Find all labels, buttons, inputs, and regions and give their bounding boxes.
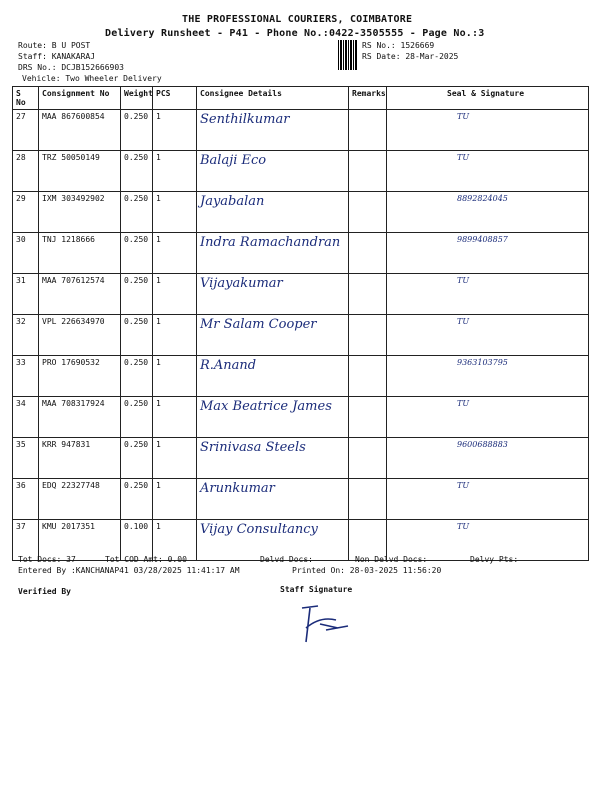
consignment-cell: TRZ 50050149 (39, 151, 121, 192)
table-row (13, 315, 589, 356)
vehicle-label: Vehicle: Two Wheeler Delivery (22, 74, 162, 83)
sno-cell: 36 (13, 479, 39, 520)
consignment-cell: MAA 707612574 (39, 274, 121, 315)
signature-cell: TU (387, 479, 589, 520)
consignee-cell: Mr Salam Cooper (197, 315, 349, 356)
weight-cell: 0.250 (121, 110, 153, 151)
consignee-cell: Arunkumar (197, 479, 349, 520)
table-row (13, 479, 589, 520)
consignment-cell: PRO 17690532 (39, 356, 121, 397)
company-title: THE PROFESSIONAL COURIERS, COIMBATORE (182, 14, 413, 25)
sno-cell: 35 (13, 438, 39, 479)
consignment-cell: KRR 947831 (39, 438, 121, 479)
verified-by-label: Verified By (18, 587, 71, 596)
weight-cell: 0.250 (121, 192, 153, 233)
col-consignee-header: Consignee Details (197, 87, 349, 110)
weight-cell: 0.250 (121, 479, 153, 520)
consignment-cell: IXM 303492902 (39, 192, 121, 233)
entered-by: Entered By :KANCHANAP41 03/28/2025 11:41:17 AM (18, 566, 240, 575)
signature-cell: TU (387, 151, 589, 192)
pcs-cell: 1 (153, 356, 197, 397)
table-row (13, 151, 589, 192)
weight-cell: 0.250 (121, 397, 153, 438)
non-delvd-docs: Non Delvd Docs: (355, 555, 428, 564)
table-row (13, 356, 589, 397)
table-row (13, 397, 589, 438)
signature-cell: TU (387, 315, 589, 356)
sno-cell: 29 (13, 192, 39, 233)
remarks-cell (349, 274, 387, 315)
consignee-cell: Senthilkumar (197, 110, 349, 151)
col-remarks-header: Remarks (349, 87, 387, 110)
table-row (13, 233, 589, 274)
pcs-cell: 1 (153, 438, 197, 479)
table-header-row (13, 87, 589, 110)
pcs-cell: 1 (153, 192, 197, 233)
consignment-cell: TNJ 1218666 (39, 233, 121, 274)
weight-cell: 0.250 (121, 274, 153, 315)
pcs-cell: 1 (153, 397, 197, 438)
pcs-cell: 1 (153, 233, 197, 274)
delvd-docs: Delvd Docs: (260, 555, 313, 564)
pcs-cell: 1 (153, 274, 197, 315)
signature-cell: TU (387, 397, 589, 438)
weight-cell: 0.250 (121, 151, 153, 192)
weight-cell: 0.250 (121, 315, 153, 356)
remarks-cell (349, 151, 387, 192)
remarks-cell (349, 192, 387, 233)
remarks-cell (349, 397, 387, 438)
consignment-cell: MAA 708317924 (39, 397, 121, 438)
weight-cell: 0.100 (121, 520, 153, 561)
pcs-cell: 1 (153, 315, 197, 356)
sno-cell: 32 (13, 315, 39, 356)
pcs-cell: 1 (153, 520, 197, 561)
consignee-cell: Indra Ramachandran (197, 233, 349, 274)
consignee-cell: Vijay Consultancy (197, 520, 349, 561)
signature-cell: 9899408857 (387, 233, 589, 274)
signature-cell: TU (387, 520, 589, 561)
sno-cell: 34 (13, 397, 39, 438)
signature-cell: 8892824045 (387, 192, 589, 233)
table-row (13, 192, 589, 233)
signature-cell: 9600688883 (387, 438, 589, 479)
sno-cell: 37 (13, 520, 39, 561)
remarks-cell (349, 315, 387, 356)
drs-label: DRS No.: DCJB152666903 (18, 63, 124, 72)
staff-label: Staff: KANAKARAJ (18, 52, 96, 61)
col-pcs-header: PCS (153, 87, 197, 110)
sno-cell: 33 (13, 356, 39, 397)
rs-date-label: RS Date: 28-Mar-2025 (362, 52, 459, 61)
sno-cell: 31 (13, 274, 39, 315)
remarks-cell (349, 110, 387, 151)
barcode-image (338, 40, 358, 70)
staff-signature-mark (290, 598, 360, 648)
weight-cell: 0.250 (121, 233, 153, 274)
signature-cell: TU (387, 110, 589, 151)
pcs-cell: 1 (153, 151, 197, 192)
remarks-cell (349, 479, 387, 520)
remarks-cell (349, 233, 387, 274)
tot-cod: Tot COD Amt: 0.00 (105, 555, 187, 564)
consignment-cell: KMU 2017351 (39, 520, 121, 561)
runsheet-table (12, 86, 589, 561)
signature-cell: TU (387, 274, 589, 315)
consignee-cell: Max Beatrice James (197, 397, 349, 438)
table-row (13, 274, 589, 315)
printed-on: Printed On: 28-03-2025 11:56:20 (292, 566, 442, 575)
signature-cell: 9363103795 (387, 356, 589, 397)
consignee-cell: Vijayakumar (197, 274, 349, 315)
consignee-cell: Srinivasa Steels (197, 438, 349, 479)
tot-docs: Tot Docs: 37 (18, 555, 76, 564)
col-sno-header: S No (13, 87, 39, 110)
pcs-cell: 1 (153, 479, 197, 520)
table-row (13, 438, 589, 479)
route-label: Route: B U POST (18, 41, 91, 50)
remarks-cell (349, 438, 387, 479)
consignee-cell: Balaji Eco (197, 151, 349, 192)
sno-cell: 30 (13, 233, 39, 274)
rs-no-label: RS No.: 1526669 (362, 41, 435, 50)
sno-cell: 28 (13, 151, 39, 192)
staff-signature-label: Staff Signature (280, 585, 353, 594)
delvy-pts: Delvy Pts: (470, 555, 519, 564)
remarks-cell (349, 356, 387, 397)
weight-cell: 0.250 (121, 356, 153, 397)
col-weight-header: Weight (121, 87, 153, 110)
consignment-cell: EDQ 22327748 (39, 479, 121, 520)
col-signature-header: Seal & Signature (387, 87, 589, 110)
runsheet-subtitle: Delivery Runsheet - P41 - Phone No.:0422-3505555 - Page No.:3 (105, 28, 485, 39)
consignee-cell: Jayabalan (197, 192, 349, 233)
consignment-cell: VPL 226634970 (39, 315, 121, 356)
weight-cell: 0.250 (121, 438, 153, 479)
consignment-cell: MAA 867600854 (39, 110, 121, 151)
consignee-cell: R.Anand (197, 356, 349, 397)
table-row (13, 110, 589, 151)
pcs-cell: 1 (153, 110, 197, 151)
sno-cell: 27 (13, 110, 39, 151)
col-consignment-header: Consignment No (39, 87, 121, 110)
